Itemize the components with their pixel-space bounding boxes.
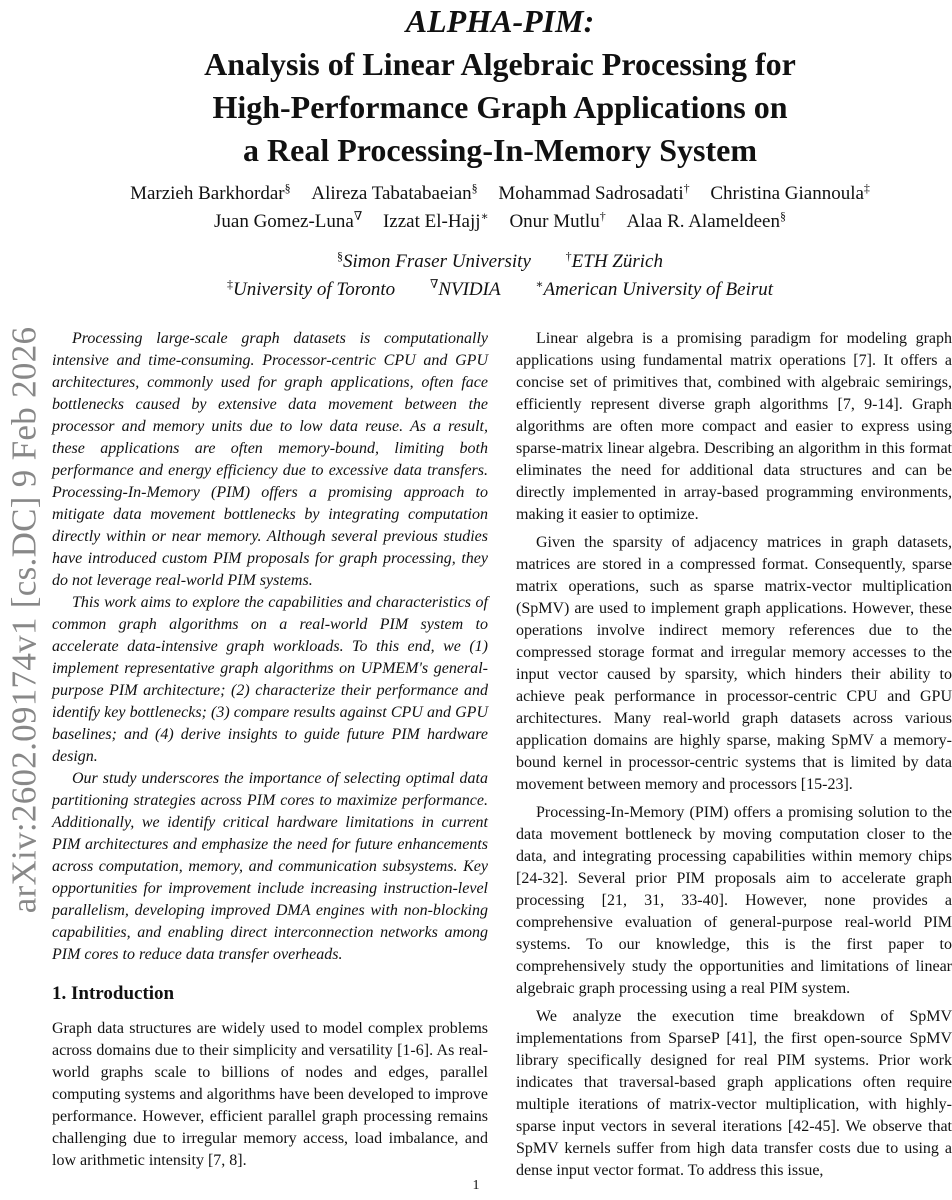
paper-title — [100, 0, 900, 172]
title-line-2: Analysis of Linear Algebraic Processing for — [204, 46, 796, 82]
author: Onur Mutlu† — [509, 209, 606, 232]
affiliation: †ETH Zürich — [565, 249, 663, 272]
title-line-4: a Real Processing-In-Memory System — [243, 132, 757, 168]
section-heading: 1. Introduction — [52, 983, 175, 1004]
affiliation-row-2 — [100, 276, 900, 304]
author: Alaa R. Alameldeen§ — [626, 209, 786, 232]
left-column — [52, 328, 488, 1178]
abstract-paragraph: Processing large-scale graph datasets is computationally intensive and time-consuming. Processor-centric CPU and GPU architectures, commonly used for graph applications, often face bottlenecks caused by extensive data movement between the processor and memory units due to low data reuse. As a result, these applications are often memory-bound, limiting both performance and energy efficiency due to excessive data transfers. Processing-In-Memory (PIM) offers a promising approach to mitigate data movement bottlenecks by integrating computation directly within or near memory. Although several previous studies have introduced custom PIM proposals for graph processing, they do not leverage real-world PIM systems. — [52, 330, 488, 589]
affiliation: ∇NVIDIA — [429, 277, 501, 300]
affiliation-list — [100, 248, 900, 304]
author: Alireza Tabatabaeian§ — [311, 181, 478, 204]
body-paragraph: Graph data structures are widely used to model complex problems across domains due to their simplicity and versatility [1-6]. As real-world graphs scale to billions of nodes and edges, parallel computing systems and algorithms have been developed to improve performance. However, efficient parallel graph processing remains challenging due to irregular memory access, load imbalance, and low arithmetic intensity [7, 8]. — [52, 1020, 488, 1169]
body-paragraph: Processing-In-Memory (PIM) offers a promising solution to the data movement bottleneck by moving computation closer to the data, and integrating processing capabilities within memory chips [24-32]. Several prior PIM proposals aim to accelerate graph processing [21, 31, 33-40]. However, none provides a comprehensive evaluation of general-purpose real-world PIM systems. To our knowledge, this is the first paper to comprehensively study the opportunities and limitations of linear algebraic graph processing using a real PIM system. — [516, 804, 952, 997]
title-line-1: ALPHA-PIM: — [405, 3, 595, 39]
abstract-paragraph: Our study underscores the importance of selecting optimal data partitioning strategies across PIM cores to maximize performance. Additionally, we identify critical hardware limitations in current PIM architectures and emphasize the need for future enhancements across computation, memory, and communication subsystems. Key opportunities for improvement include increasing instruction-level parallelism, developing improved DMA engines with non-blocking capabilities, and enabling direct interconnection networks among PIM cores to reduce data transfer overheads. — [52, 770, 488, 963]
author: Christina Giannoula‡ — [710, 181, 870, 204]
author: Izzat El-Hajj∗ — [382, 209, 489, 232]
author: Marzieh Barkhordar§ — [130, 181, 291, 204]
affiliation: §Simon Fraser University — [337, 249, 531, 272]
right-column — [516, 328, 952, 1188]
author-list — [60, 180, 940, 236]
author-row-1 — [60, 180, 940, 208]
page-number: 1 — [472, 1178, 480, 1193]
title-line-3: High-Performance Graph Applications on — [212, 89, 788, 125]
author: Mohammad Sadrosadati† — [498, 181, 690, 204]
abstract — [52, 328, 488, 966]
arxiv-stamp-text: arXiv:2602.09174v1 [cs.DC] 9 Feb 2026 — [4, 326, 44, 914]
introduction-section — [52, 982, 488, 1172]
author: Juan Gomez-Luna∇ — [214, 209, 363, 232]
body-paragraph: Linear algebra is a promising paradigm for modeling graph applications using fundamental matrix operations [7]. It offers a concise set of primitives that, combined with algebraic semirings, efficiently represent diverse graph algorithms [7, 9-14]. Graph algorithms are often more compact and easier to express using sparse-matrix linear algebra. Describing an algorithm in this format eliminates the need for additional data structures and can be directly implemented in array-based programming environments, making it easier to optimize. — [516, 330, 952, 523]
affiliation: ∗American University of Beirut — [535, 277, 774, 300]
arxiv-identifier-stamp — [4, 290, 44, 950]
abstract-paragraph: This work aims to explore the capabilities and characteristics of common graph algorithms on a real-world PIM system to accelerate data-intensive graph workloads. To this end, we (1) implement representative graph algorithms on UPMEM's general-purpose PIM architecture; (2) characterize their performance and identify key bottlenecks; (3) compare results against CPU and GPU baselines; and (4) derive insights to guide future PIM hardware design. — [52, 594, 488, 765]
body-paragraph: We analyze the execution time breakdown of SpMV implementations from SparseP [41], the first open-source SpMV library specifically designed for real PIM systems. Prior work indicates that traversal-based graph applications often require multiple iterations of matrix-vector multiplication, with highly-sparse input vectors in several iterations [42-45]. We observe that SpMV kernels suffer from high data transfer costs due to using a dense input vector format. To address this issue, — [516, 1008, 952, 1179]
affiliation: ‡University of Toronto — [226, 277, 396, 300]
body-paragraph: Given the sparsity of adjacency matrices in graph datasets, matrices are stored in a compressed format. Consequently, sparse matrix operations, such as sparse matrix-vector multiplication (SpMV) are used to implement graph applications. However, these operations involve indirect memory references due to the compressed storage format and irregular memory accesses to the input vector caused by sparsity, which hinders their ability to achieve peak performance in processor-centric CPU and GPU architectures. Many real-world graph datasets across various application domains are highly sparse, making SpMV a memory-bound kernel in processor-centric systems that is limited by data movement between memory and processors [15-23]. — [516, 534, 952, 793]
author-row-2 — [60, 208, 940, 236]
affiliation-row-1 — [100, 248, 900, 276]
